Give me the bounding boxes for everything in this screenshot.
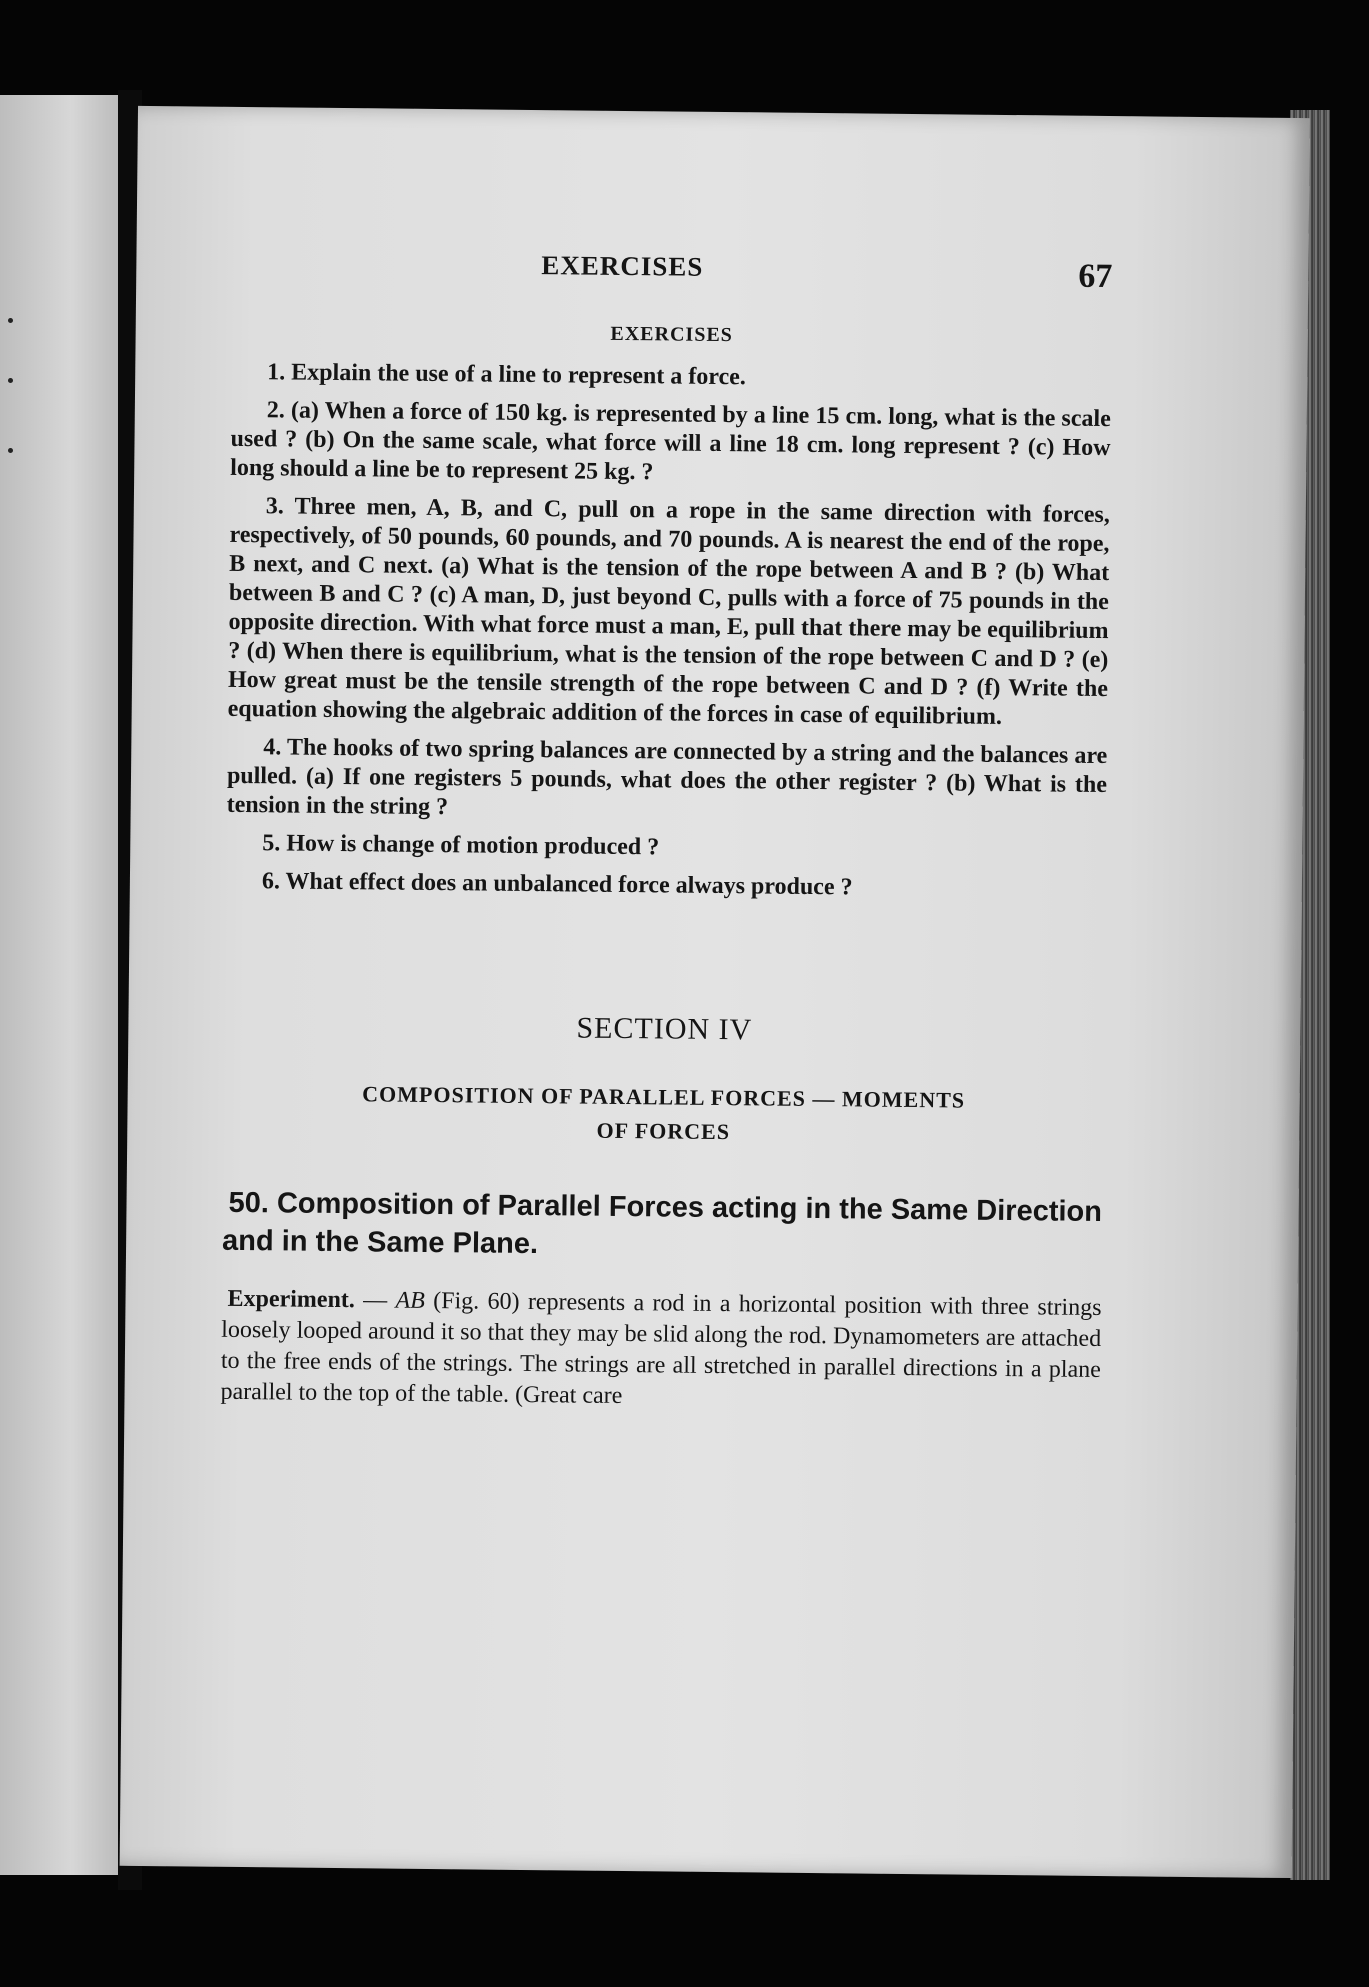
rod-symbol: AB (395, 1287, 425, 1314)
exercise-number: 5. (262, 830, 281, 857)
exercise-item (226, 867, 1106, 905)
page-text (220, 247, 1112, 1441)
exercise-item (228, 492, 1110, 733)
article-paragraph (220, 1284, 1101, 1417)
paragraph-lead: Experiment. (227, 1285, 355, 1314)
exercise-text: The hooks of two spring balances are connected by a string and the balances are pulled. (a) If one registers 5 pounds, what does the other register ? (b) What is the tension in the string ? (226, 734, 1108, 821)
margin-mark (8, 448, 13, 453)
article-title: 50. Composition of Parallel Forces acting in the Same Direction and in the Same Plane. (221, 1186, 1103, 1261)
margin-mark (8, 378, 13, 383)
exercise-text: Three men, A, B, and C, pull on a rope in the same direction with forces, respectively, of 50 pounds, 60 pounds, and 70 pounds. A is nearest the end of the rope, B next, and C next. (a) What is the tension of the rope between A and B ? (b) What between B and C ? (c) A man, D, just beyond C, pulls with a force of 75 pounds in the opposite direction. With what force must a man, E, pull that there may be equilibrium ? (d) When there is equilibrium, what is the tension of the rope between C and D ? (e) How great must be the tensile strength of the rope between C and D ? (f) Write the equation showing the algebraic addition of the forces in case of equilibrium. (227, 493, 1110, 730)
running-head (232, 247, 1112, 304)
exercise-number: 3. (265, 493, 284, 520)
exercise-number: 1. (267, 359, 286, 386)
exercise-text: Explain the use of a line to represent a force. (291, 359, 747, 391)
exercise-number: 6. (261, 868, 281, 895)
exercise-item (231, 358, 1111, 396)
section-title: SECTION IV (576, 1011, 753, 1047)
exercise-item (227, 733, 1108, 829)
exercise-number: 2. (266, 397, 285, 424)
margin-mark (8, 318, 13, 323)
paragraph-dash: — (354, 1287, 396, 1314)
exercise-text: What effect does an unbalanced force always produce ? (285, 868, 853, 901)
previous-page-edge (0, 95, 118, 1875)
paragraph-body: (Fig. 60) represents a rod in a horizontal position with three strings loosely looped around it so that they may be slid along the rod. Dynamometers are attached to the free ends of the strings. The strings are all stretched in parallel directions in a plane parallel to the top of the table. (Great care (220, 1287, 1102, 1410)
exercise-text: How is change of motion produced ? (286, 830, 660, 861)
book-page (120, 106, 1310, 1878)
exercise-number: 4. (263, 734, 282, 761)
running-title: EXERCISES (541, 250, 704, 282)
section-subtitle-line: COMPOSITION OF PARALLEL FORCES — MOMENTS (362, 1081, 966, 1113)
exercise-text: (a) When a force of 150 kg. is represented by a line 15 cm. long, what is the scale used ? (b) On the same scale, what force will a line 18 cm. long represent ? (c) How long should a line be to represent 25 kg. ? (230, 397, 1111, 486)
exercises-heading: EXERCISES (610, 322, 733, 347)
section-subtitle (223, 1076, 1104, 1153)
exercise-item (226, 829, 1106, 867)
page-number: 67 (1078, 257, 1113, 296)
section-subtitle-line: OF FORCES (596, 1117, 731, 1145)
exercise-item (230, 396, 1111, 492)
